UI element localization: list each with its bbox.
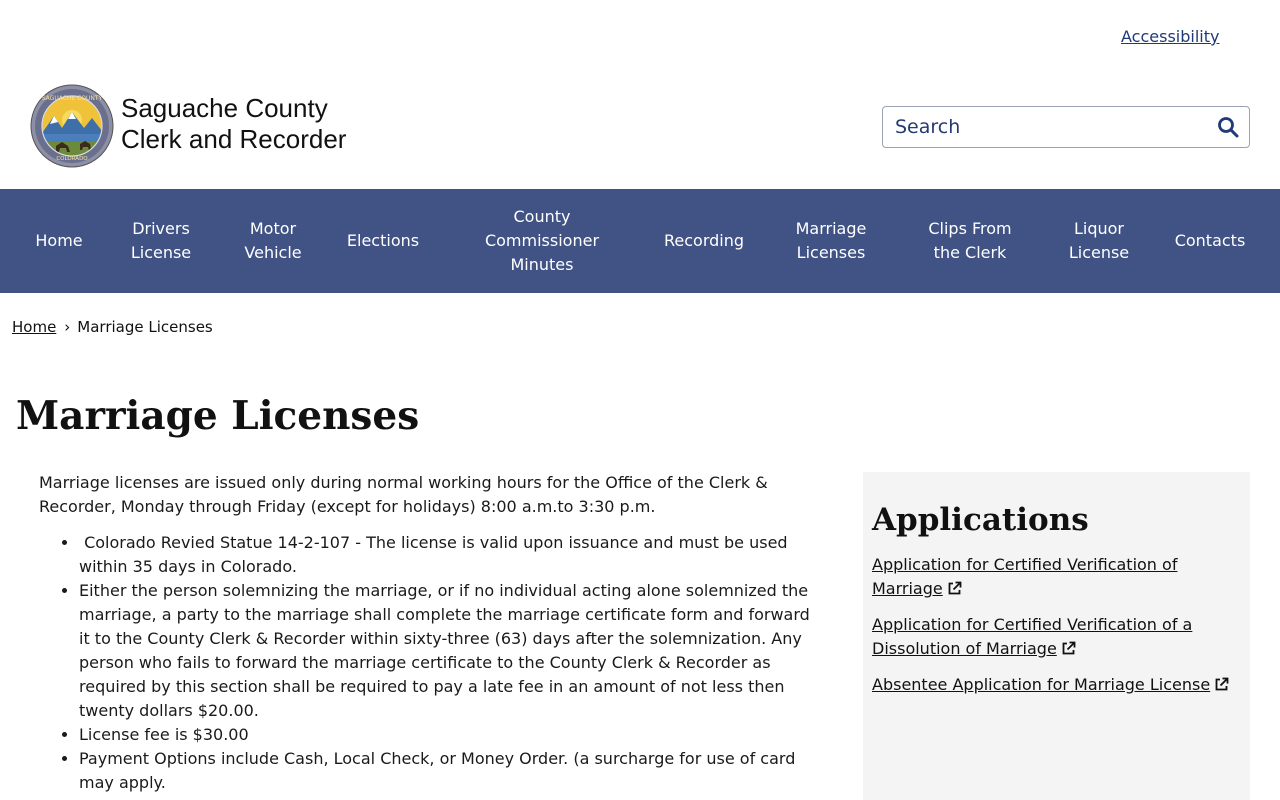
svg-text:COLORADO: COLORADO bbox=[56, 156, 88, 162]
svg-text:SAGUACHE COUNTY: SAGUACHE COUNTY bbox=[41, 95, 103, 102]
nav-item-drivers-license[interactable]: Drivers License bbox=[130, 219, 192, 262]
list-item: • Either the person solemnizing the marriage, or if no individual acting alone solemnized the marriage, a party to the marriage shall complete the marriage certificate form and forward it to the County Clerk & Recorder within sixty-three (63) days after the solemnization. Any person who fails to forward the marriage certificate to the County Clerk & Recorder as required by this section shall be required to pay a late fee in an amount of not less then twenty dollars $20.00. bbox=[79, 579, 819, 723]
nav-item-contacts[interactable]: Contacts bbox=[1174, 231, 1246, 250]
nav-item-elections[interactable]: Elections bbox=[346, 231, 420, 250]
external-link-icon bbox=[1061, 641, 1076, 656]
breadcrumb-home-link[interactable]: Home bbox=[12, 318, 57, 336]
intro-paragraph: Marriage licenses are issued only during normal working hours for the Office of the Clerk & Recorder, Monday through Friday (except for holidays) 8:00 a.m.to 3:30 p.m. bbox=[39, 473, 768, 516]
link-absentee-application[interactable] bbox=[872, 673, 1241, 697]
external-link-icon bbox=[947, 581, 962, 596]
breadcrumb-separator: › bbox=[64, 318, 71, 336]
main-nav bbox=[0, 189, 1280, 293]
applications-sidebar bbox=[863, 472, 1250, 800]
link-certified-verification-dissolution[interactable] bbox=[872, 613, 1241, 661]
nav-item-recording[interactable]: Recording bbox=[663, 231, 745, 250]
breadcrumb-current: Marriage Licenses bbox=[77, 318, 213, 336]
site-name-line2: Clerk and Recorder bbox=[121, 124, 347, 154]
search-icon bbox=[1217, 116, 1239, 138]
nav-item-liquor-license[interactable]: Liquor License bbox=[1068, 219, 1130, 262]
site-name[interactable] bbox=[121, 93, 346, 155]
search-input[interactable] bbox=[883, 107, 1207, 147]
breadcrumb bbox=[12, 318, 213, 336]
search-box bbox=[882, 106, 1250, 148]
main-content bbox=[39, 471, 819, 795]
search-button[interactable] bbox=[1207, 107, 1249, 147]
nav-item-motor-vehicle[interactable]: Motor Vehicle bbox=[244, 219, 302, 262]
accessibility-link[interactable]: Accessibility bbox=[1121, 27, 1220, 46]
link-label: Application for Certified Verification of Marriage bbox=[872, 555, 1178, 598]
external-link-icon bbox=[1214, 677, 1229, 692]
site-name-line1: Saguache County bbox=[121, 93, 328, 123]
page-title: Marriage Licenses bbox=[16, 393, 420, 439]
list-item: • Payment Options include Cash, Local Check, or Money Order. (a surcharge for use of card may apply. bbox=[79, 747, 819, 795]
info-list bbox=[39, 531, 819, 795]
nav-item-county-commissioner-minutes[interactable]: County Commissioner Minutes bbox=[484, 207, 600, 274]
nav-item-marriage-licenses[interactable]: Marriage Licenses bbox=[795, 219, 867, 262]
link-label: Absentee Application for Marriage License bbox=[872, 675, 1211, 694]
list-item: • Colorado Revied Statue 14-2-107 - The license is valid upon issuance and must be used within 35 days in Colorado. bbox=[79, 531, 819, 579]
link-certified-verification-marriage[interactable] bbox=[872, 553, 1241, 601]
sidebar-title: Applications bbox=[872, 502, 1089, 538]
list-item: • License fee is $30.00 bbox=[79, 723, 819, 747]
county-seal-logo[interactable] bbox=[30, 84, 114, 168]
nav-item-home[interactable]: Home bbox=[35, 231, 83, 250]
nav-item-clips-from-the-clerk[interactable]: Clips From the Clerk bbox=[928, 219, 1012, 262]
link-label: Application for Certified Verification of a Dissolution of Marriage bbox=[872, 615, 1193, 658]
